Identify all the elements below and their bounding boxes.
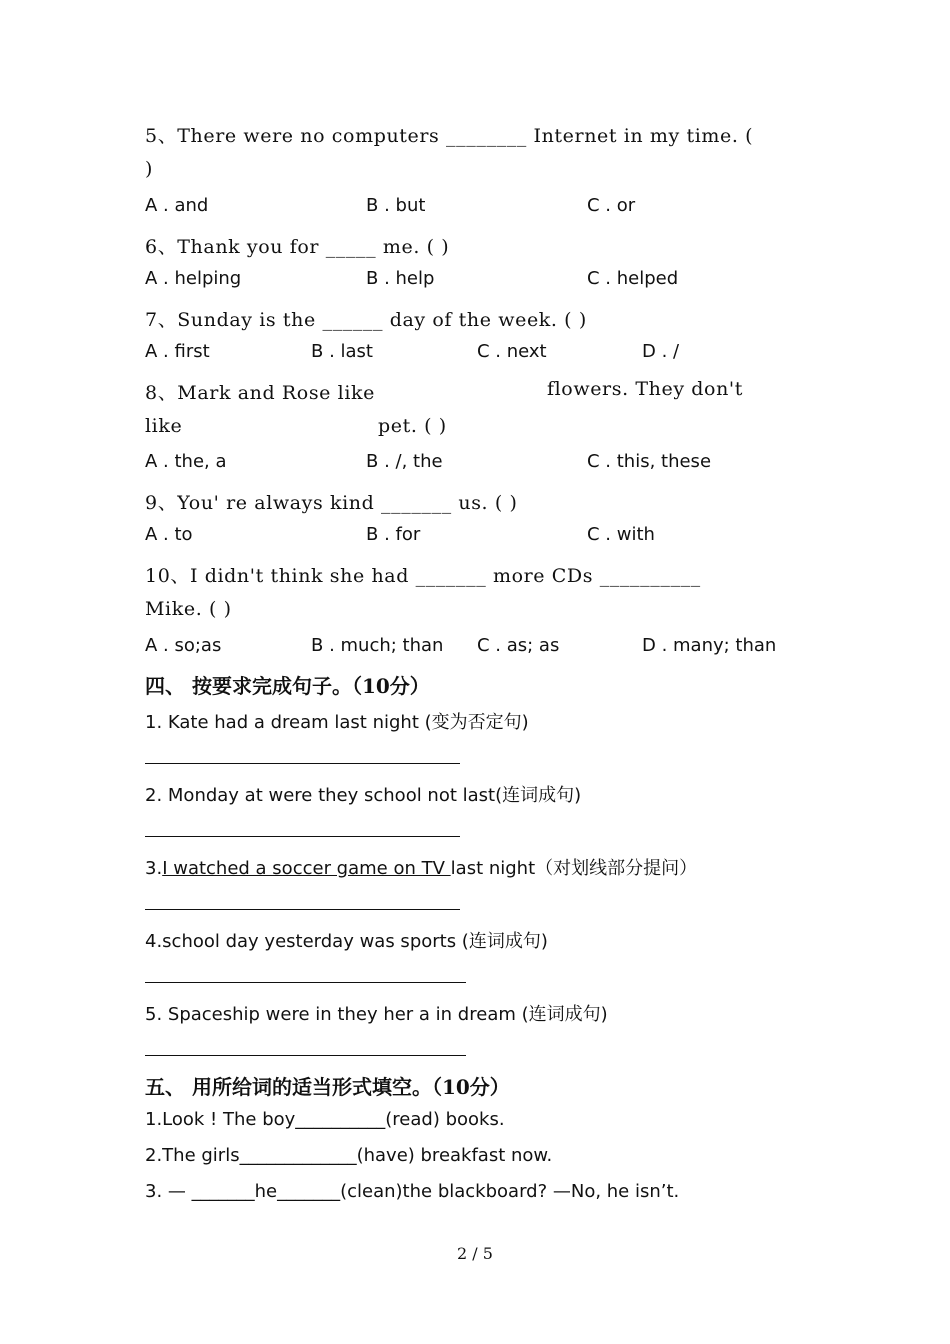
s4-answer-line-5	[145, 1055, 466, 1056]
question-8-text-b: flowers. They don't	[547, 378, 743, 400]
question-7-text: 7、Sunday is the ______ day of the week. ( )	[145, 309, 587, 331]
s4-item-4: 4.school day yesterday was sports (连词成句)	[145, 931, 548, 952]
section-4-heading: 四、 按要求完成句子。（10分）	[145, 674, 430, 698]
s5-item-1: 1.Look ! The boy__________(read) books.	[145, 1109, 505, 1130]
q7-option-a: A . first	[145, 341, 210, 362]
s4-item-2: 2. Monday at were they school not last(连词成句)	[145, 785, 582, 806]
section-5-heading: 五、 用所给词的适当形式填空。（10分）	[145, 1075, 510, 1099]
page-number: 2 / 5	[457, 1244, 493, 1263]
q7-option-d: D . /	[642, 341, 680, 362]
question-9-text: 9、You' re always kind _______ us. ( )	[145, 492, 518, 514]
q10-option-d: D . many; than	[642, 635, 777, 656]
q5-option-b: B . but	[366, 195, 426, 216]
s4-item-5: 5. Spaceship were in they her a in dream (连词成句)	[145, 1004, 608, 1025]
q9-option-a: A . to	[145, 524, 193, 545]
s4-item-3	[145, 854, 697, 880]
s5-item-3: 3. — _______he_______(clean)the blackboard? —No, he isn’t.	[145, 1181, 680, 1202]
question-5-text-cont: )	[145, 158, 154, 180]
q6-option-c: C . helped	[587, 268, 679, 289]
q9-option-c: C . with	[587, 524, 655, 545]
question-6-text: 6、Thank you for _____ me. ( )	[145, 236, 450, 258]
q7-option-c: C . next	[477, 341, 547, 362]
s5-item-2: 2.The girls_____________(have) breakfast now.	[145, 1145, 553, 1166]
q7-option-b: B . last	[311, 341, 373, 362]
q9-option-b: B . for	[366, 524, 421, 545]
question-8-text-a: 8、Mark and Rose like	[145, 382, 375, 404]
q8-option-b: B . /, the	[366, 451, 443, 472]
q6-option-a: A . helping	[145, 268, 242, 289]
s4-item-3-underlined: I watched a soccer game on TV	[162, 858, 451, 879]
q10-option-c: C . as; as	[477, 635, 560, 656]
s4-item-1: 1. Kate had a dream last night (变为否定句)	[145, 712, 529, 733]
q10-option-b: B . much; than	[311, 635, 444, 656]
s4-item-3-suffix: last night（对划线部分提问）	[450, 858, 698, 879]
question-8-text-d: pet. ( )	[378, 415, 447, 437]
s4-answer-line-2	[145, 836, 460, 837]
question-5-text: 5、There were no computers ________ Internet in my time. (	[145, 125, 754, 147]
q5-option-c: C . or	[587, 195, 636, 216]
q8-option-a: A . the, a	[145, 451, 227, 472]
question-8-text-c: like	[145, 415, 183, 437]
q8-option-c: C . this, these	[587, 451, 712, 472]
question-10-text-cont: Mike. ( )	[145, 598, 232, 620]
q5-option-a: A . and	[145, 195, 209, 216]
s4-item-3-prefix: 3.	[145, 858, 163, 879]
s4-answer-line-4	[145, 982, 466, 983]
s4-answer-line-3	[145, 909, 460, 910]
s4-answer-line-1	[145, 763, 460, 764]
q6-option-b: B . help	[366, 268, 435, 289]
q10-option-a: A . so;as	[145, 635, 222, 656]
question-10-text: 10、I didn't think she had _______ more CDs __________	[145, 565, 701, 587]
